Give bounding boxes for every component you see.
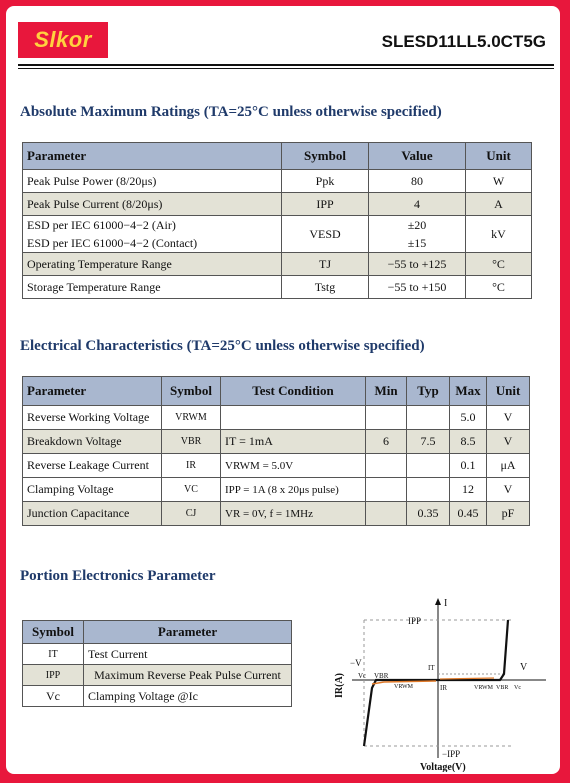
iv-curve: [364, 620, 508, 746]
cell-unit: V: [487, 430, 530, 454]
label-vc-right: Vc: [514, 685, 521, 691]
section-title-absolute-max: Absolute Maximum Ratings (TA=25°C unless otherwise specified): [20, 104, 442, 120]
absolute-max-ratings-table: [22, 142, 532, 299]
cell-parameter: Peak Pulse Current (8/20μs): [23, 193, 282, 216]
cell-unit: V: [487, 478, 530, 502]
label-vbr-right: VBR: [496, 685, 509, 691]
table-row: [23, 253, 532, 276]
cell-parameter: Storage Temperature Range: [23, 276, 282, 299]
cell-unit: W: [466, 170, 532, 193]
cell-symbol: Ppk: [282, 170, 369, 193]
cell-max: 5.0: [450, 406, 487, 430]
cell-symbol: Tstg: [282, 276, 369, 299]
label-neg-v: −V: [350, 658, 362, 668]
cell-symbol: VC: [162, 478, 221, 502]
section-title-portion: Portion Electronics Parameter: [20, 568, 216, 584]
cell-parameter: Clamping Voltage: [23, 478, 162, 502]
header-divider-thin: [18, 68, 554, 69]
cell-parameter: Maximum Reverse Peak Pulse Current: [84, 665, 292, 686]
col-header: Parameter: [84, 621, 292, 644]
electrical-characteristics-table: [22, 376, 530, 526]
col-header: Min: [366, 377, 407, 406]
col-header: Symbol: [282, 143, 369, 170]
label-v: V: [520, 662, 528, 673]
cell-unit: °C: [466, 253, 532, 276]
label-ir: IR: [440, 684, 447, 692]
label-it: IT: [428, 664, 435, 672]
table-row: [23, 430, 530, 454]
cell-test-condition: [221, 406, 366, 430]
cell-symbol: CJ: [162, 502, 221, 526]
label-vrwm-left: VRWM: [394, 684, 414, 690]
table-row: [23, 644, 292, 665]
cell-value: 80: [369, 170, 466, 193]
cell-parameter: Operating Temperature Range: [23, 253, 282, 276]
cell-parameter: Peak Pulse Power (8/20μs): [23, 170, 282, 193]
col-header: Symbol: [162, 377, 221, 406]
cell-symbol: VRWM: [162, 406, 221, 430]
table-row: [23, 276, 532, 299]
cell-test-condition: VR = 0V, f = 1MHz: [221, 502, 366, 526]
col-header: Symbol: [23, 621, 84, 644]
col-header: Max: [450, 377, 487, 406]
col-header: Value: [369, 143, 466, 170]
cell-max: 0.1: [450, 454, 487, 478]
col-header: Test Condition: [221, 377, 366, 406]
table-row: [23, 502, 530, 526]
forward-leakage-curve: [440, 678, 494, 679]
col-header: Unit: [466, 143, 532, 170]
cell-value: 4: [369, 193, 466, 216]
cell-value: −55 to +150: [369, 276, 466, 299]
y-axis-arrow: [435, 598, 441, 605]
cell-unit: kV: [466, 216, 532, 253]
esd-contact-value: ±15: [407, 236, 427, 250]
col-header: Parameter: [23, 143, 282, 170]
cell-test-condition: VRWM = 5.0V: [221, 454, 366, 478]
cell-max: 0.45: [450, 502, 487, 526]
cell-value: [369, 216, 466, 253]
col-header: Unit: [487, 377, 530, 406]
cell-value: −55 to +125: [369, 253, 466, 276]
cell-unit: V: [487, 406, 530, 430]
cell-test-condition: IPP = 1A (8 x 20μs pulse): [221, 478, 366, 502]
cell-parameter: Clamping Voltage @Ic: [84, 686, 292, 707]
cell-unit: pF: [487, 502, 530, 526]
cell-typ: [407, 406, 450, 430]
brand-logo: Slkor: [18, 22, 108, 58]
cell-min: [366, 502, 407, 526]
cell-min: 6: [366, 430, 407, 454]
cell-symbol: IPP: [23, 665, 84, 686]
label-vrwm-right: VRWM: [474, 685, 494, 691]
table-row: [23, 478, 530, 502]
cell-symbol: Vc: [23, 686, 84, 707]
cell-typ: 7.5: [407, 430, 450, 454]
cell-max: 12: [450, 478, 487, 502]
cell-parameter: [23, 216, 282, 253]
cell-symbol: IT: [23, 644, 84, 665]
label-ipp: IPP: [408, 616, 422, 626]
header-divider: [18, 64, 554, 66]
cell-typ: 0.35: [407, 502, 450, 526]
esd-contact-label: ESD per IEC 61000−4−2 (Contact): [27, 236, 198, 250]
cell-parameter: Test Current: [84, 644, 292, 665]
cell-parameter: Reverse Leakage Current: [23, 454, 162, 478]
table-row: [23, 170, 532, 193]
table-row: [23, 686, 292, 707]
table-row: [23, 406, 530, 430]
cell-max: 8.5: [450, 430, 487, 454]
portion-parameter-table: [22, 620, 292, 707]
cell-unit: μA: [487, 454, 530, 478]
x-axis-label: Voltage(V): [420, 762, 466, 772]
table-row: [23, 216, 532, 253]
cell-parameter: Reverse Working Voltage: [23, 406, 162, 430]
iv-characteristic-diagram: [324, 594, 556, 772]
col-header: Typ: [407, 377, 450, 406]
cell-symbol: TJ: [282, 253, 369, 276]
cell-symbol: VBR: [162, 430, 221, 454]
cell-unit: A: [466, 193, 532, 216]
section-title-electrical: Electrical Characteristics (TA=25°C unless otherwise specified): [20, 338, 425, 354]
label-i: I: [444, 598, 448, 609]
table-header-row: [23, 143, 532, 170]
table-row: [23, 454, 530, 478]
cell-symbol: IPP: [282, 193, 369, 216]
part-number: SLESD11LL5.0CT5G: [381, 32, 546, 51]
cell-min: [366, 478, 407, 502]
cell-symbol: VESD: [282, 216, 369, 253]
label-neg-ipp: −IPP: [442, 749, 461, 759]
y-axis-label: IR(A): [334, 673, 345, 698]
cell-parameter: Breakdown Voltage: [23, 430, 162, 454]
table-row: [23, 193, 532, 216]
esd-air-label: ESD per IEC 61000−4−2 (Air): [27, 218, 176, 232]
esd-air-value: ±20: [407, 218, 427, 232]
cell-min: [366, 454, 407, 478]
datasheet-page: [6, 6, 560, 774]
cell-typ: [407, 454, 450, 478]
cell-parameter: Junction Capacitance: [23, 502, 162, 526]
cell-test-condition: IT = 1mA: [221, 430, 366, 454]
cell-symbol: IR: [162, 454, 221, 478]
label-vc-left: Vc: [358, 672, 367, 680]
table-header-row: [23, 621, 292, 644]
cell-typ: [407, 478, 450, 502]
cell-min: [366, 406, 407, 430]
table-header-row: [23, 377, 530, 406]
table-row: [23, 665, 292, 686]
col-header: Parameter: [23, 377, 162, 406]
cell-unit: °C: [466, 276, 532, 299]
label-vbr-left: VBR: [374, 672, 389, 680]
